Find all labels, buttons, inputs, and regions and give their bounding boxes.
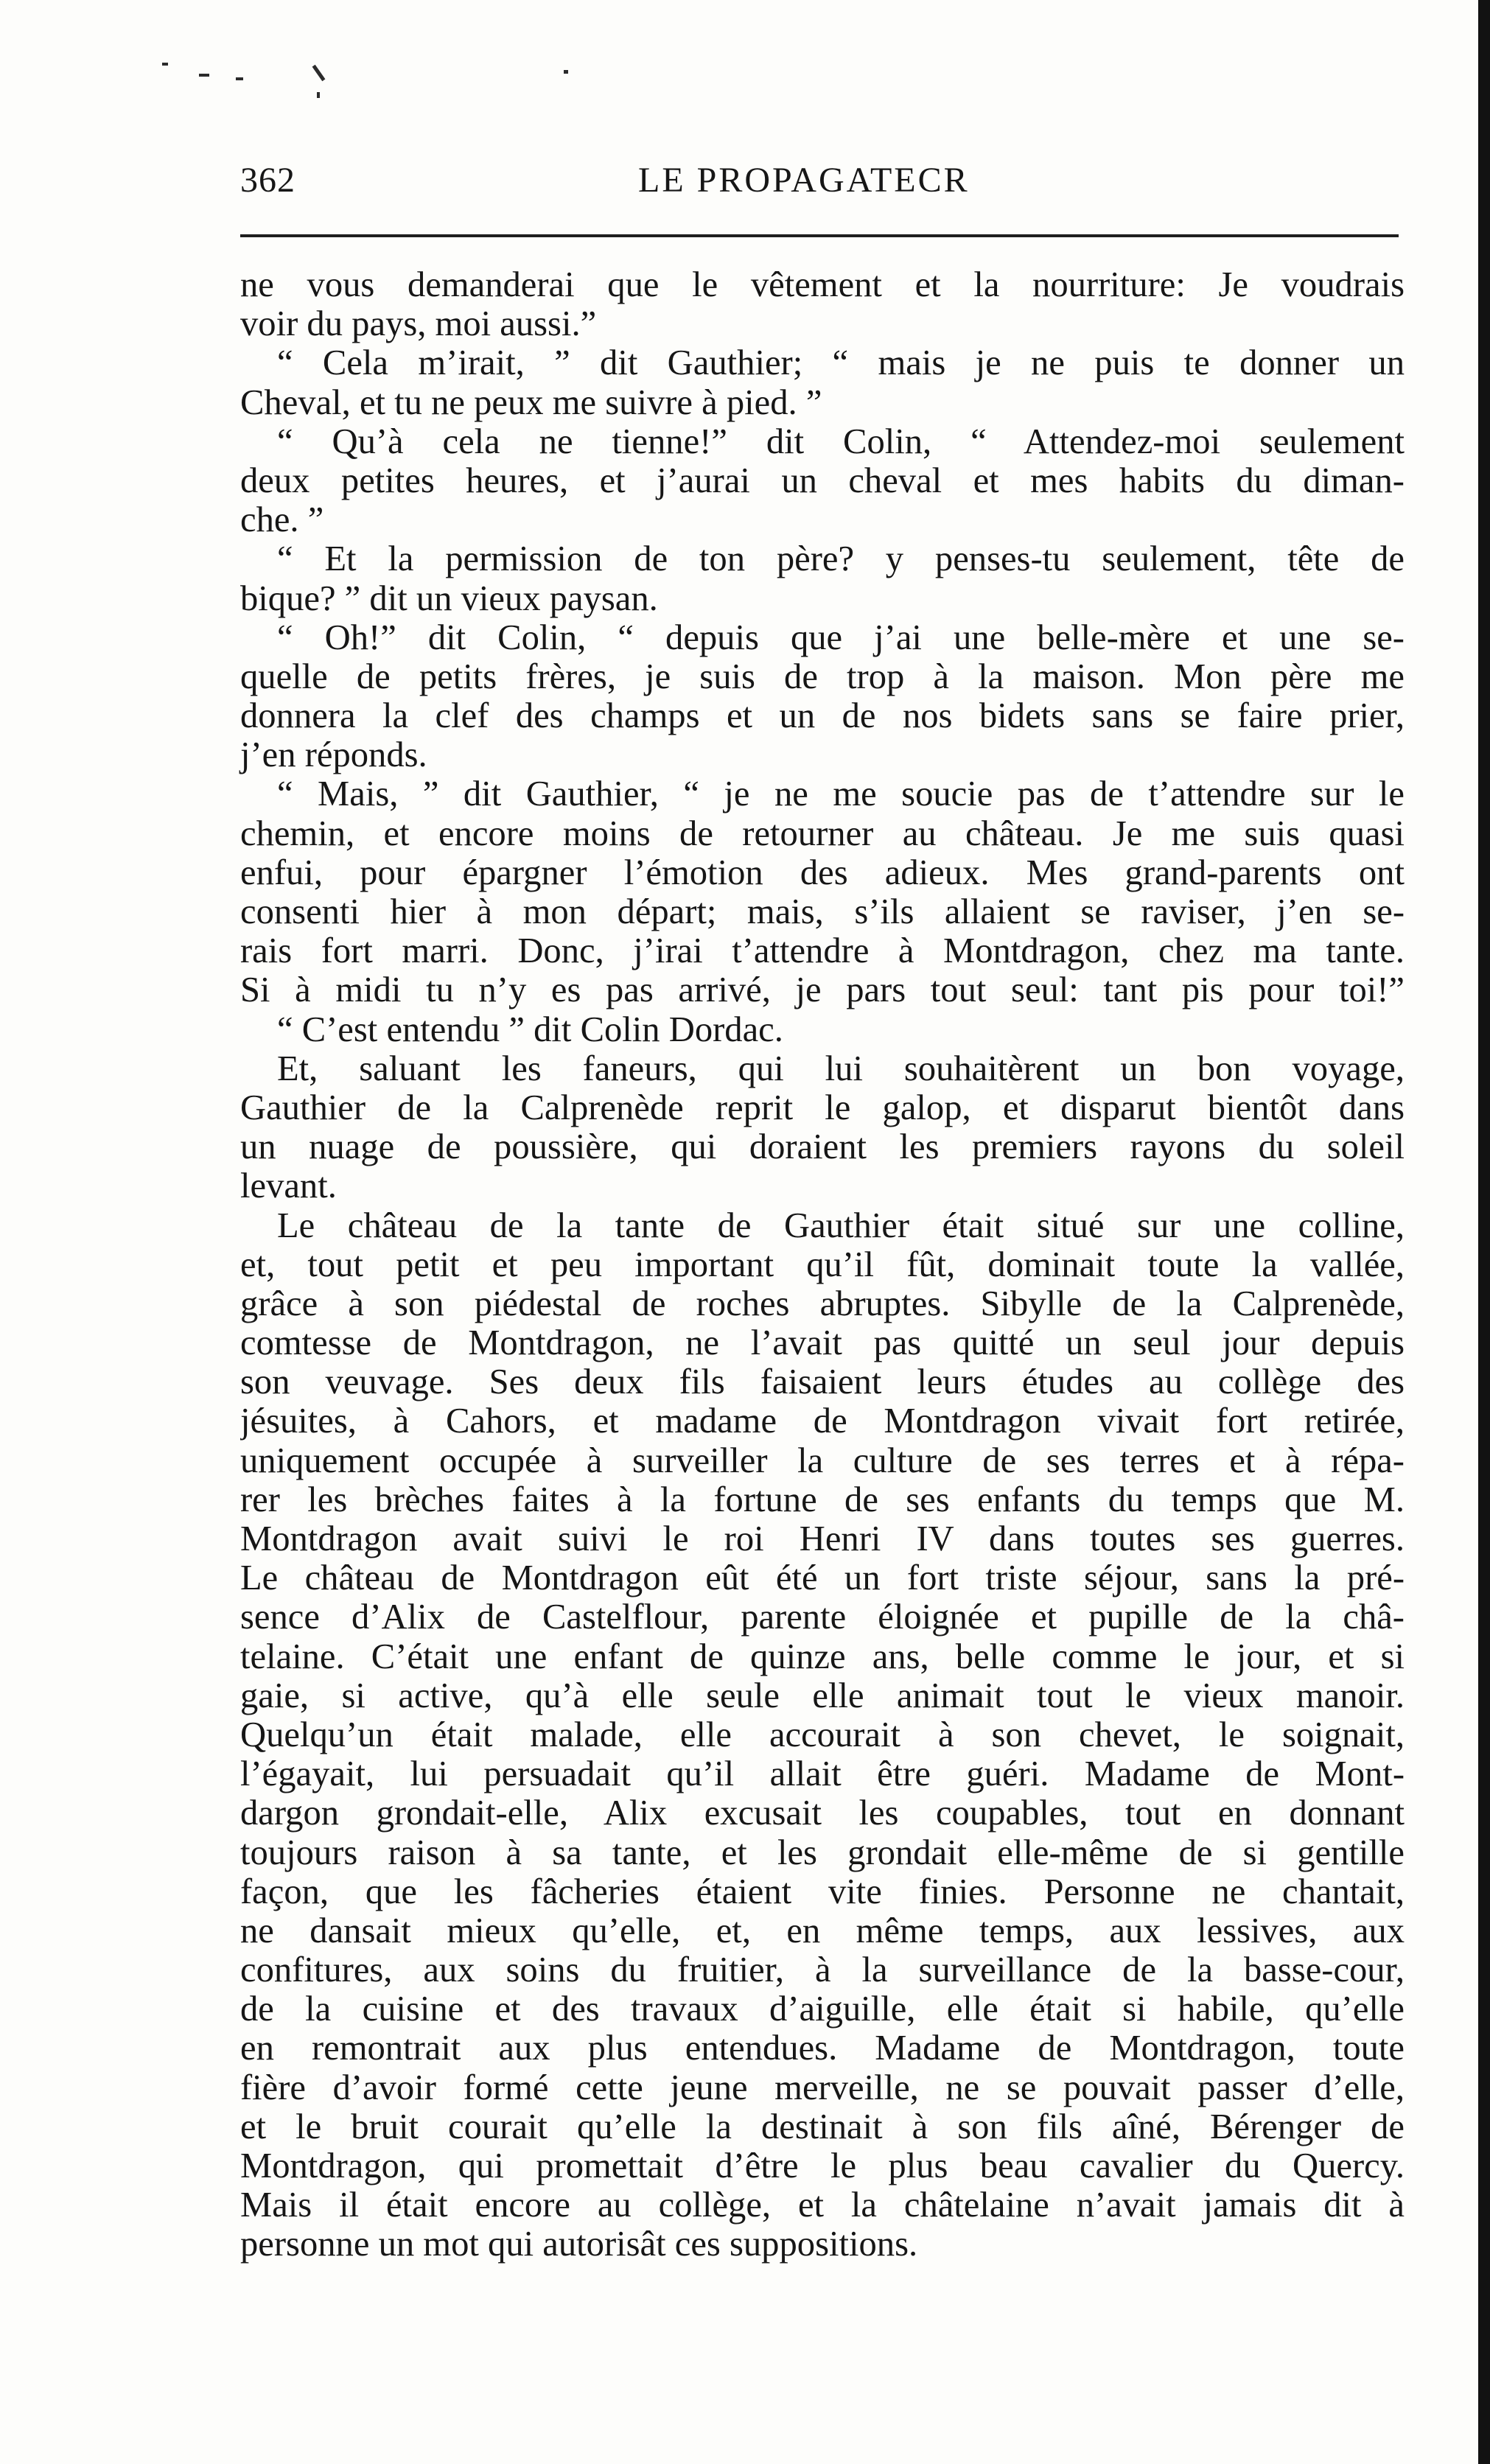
header-rule [240,234,1399,237]
text-line: Gauthier de la Calprenède reprit le galop, et disparut bientôt dans [240,1088,1405,1127]
text-line: confitures, aux soins du fruitier, à la surveillance de la basse-cour, [240,1950,1405,1990]
text-line: consenti hier à mon départ; mais, s’ils allaient se raviser, j’en se- [240,892,1405,931]
text-line: sence d’Alix de Castelflour, parente éloignée et pupille de la châ- [240,1597,1405,1637]
text-line: uniquement occupée à surveiller la culture de ses terres et à répa- [240,1441,1405,1480]
text-line: enfui, pour épargner l’émotion des adieux. Mes grand-parents ont [240,853,1405,892]
page-number: 362 [240,161,295,200]
text-line: et le bruit courait qu’elle la destinait à son fils aîné, Bérenger de [240,2107,1405,2146]
text-line: “ Qu’à cela ne tienne!” dit Colin, “ Attendez-moi seulement [277,421,1405,461]
text-line: voir du pays, moi aussi.” [240,304,597,344]
text-line: levant. [240,1166,337,1206]
running-title: LE PROPAGATECR [638,161,970,200]
text-line: ne vous demanderai que le vêtement et la nourriture: Je voudrais [240,265,1405,304]
text-line: dargon grondait-elle, Alix excusait les coupables, tout en donnant [240,1793,1405,1833]
text-line: rer les brèches faites à la fortune de ses enfants du temps que M. [240,1480,1405,1519]
text-line: Cheval, et tu ne peux me suivre à pied. ” [240,382,822,422]
text-line: Mais il était encore au collège, et la châtelaine n’avait jamais dit à [240,2185,1405,2225]
scan-speck [317,92,320,98]
text-line: deux petites heures, et j’aurai un cheval et mes habits du diman- [240,461,1405,500]
text-line: “ Mais, ” dit Gauthier, “ je ne me soucie pas de t’attendre sur le [277,774,1405,814]
text-line: che. ” [240,500,324,540]
text-line: Quelqu’un était malade, elle accourait à son chevet, le soignait, [240,1715,1405,1754]
text-line: personne un mot qui autorisât ces suppositions. [240,2224,918,2264]
binding-edge [1478,0,1490,2464]
text-line: de la cuisine et des travaux d’aiguille, elle était si habile, qu’elle [240,1989,1405,2029]
text-line: l’égayait, lui persuadait qu’il allait être guéri. Madame de Mont- [240,1754,1405,1794]
text-line: Le château de Montdragon eût été un fort triste séjour, sans la pré- [240,1558,1405,1598]
text-line: quelle de petits frères, je suis de trop à la maison. Mon père me [240,657,1405,696]
text-line: telaine. C’était une enfant de quinze ans, belle comme le jour, et si [240,1637,1405,1676]
text-line: Montdragon avait suivi le roi Henri IV dans toutes ses guerres. [240,1519,1405,1558]
text-line: Le château de la tante de Gauthier était situé sur une colline, [277,1205,1405,1245]
text-line: gaie, si active, qu’à elle seule elle animait tout le vieux manoir. [240,1676,1405,1715]
text-line: “ Cela m’irait, ” dit Gauthier; “ mais je ne puis te donner un [277,343,1405,383]
text-line: en remontrait aux plus entendues. Madame de Montdragon, toute [240,2029,1405,2068]
text-line: “ C’est entendu ” dit Colin Dordac. [277,1009,783,1049]
text-line: comtesse de Montdragon, ne l’avait pas quitté un seul jour depuis [240,1323,1405,1363]
text-line: “ Et la permission de ton père? y penses-tu seulement, tête de [277,539,1405,579]
text-line: et, tout petit et peu important qu’il fût, dominait toute la vallée, [240,1245,1405,1284]
text-line: façon, que les fâcheries étaient vite finies. Personne ne chantait, [240,1872,1405,1911]
body-text [240,265,1405,2264]
text-line: un nuage de poussière, qui doraient les premiers rayons du soleil [240,1127,1405,1167]
text-line: rais fort marri. Donc, j’irai t’attendre à Montdragon, chez ma tante. [240,931,1405,971]
scan-specks [162,41,604,107]
scan-speck [236,77,243,80]
scan-speck [312,65,326,82]
text-line: Si à midi tu n’y es pas arrivé, je pars tout seul: tant pis pour toi!” [240,970,1405,1010]
text-line: chemin, et encore moins de retourner au château. Je me suis quasi [240,813,1405,853]
text-line: “ Oh!” dit Colin, “ depuis que j’ai une belle-mère et une se- [277,617,1405,657]
text-line: j’en réponds. [240,735,427,775]
text-line: jésuites, à Cahors, et madame de Montdragon vivait fort retirée, [240,1401,1405,1441]
scan-speck [162,63,168,66]
text-line: donnera la clef des champs et un de nos bidets sans se faire prier, [240,696,1405,736]
text-line: Montdragon, qui promettait d’être le plus beau cavalier du Quercy. [240,2146,1405,2185]
text-line: Et, saluant les faneurs, qui lui souhaitèrent un bon voyage, [277,1049,1405,1088]
scan-speck [564,70,568,74]
text-line: toujours raison à sa tante, et les grondait elle-même de si gentille [240,1833,1405,1872]
text-line: son veuvage. Ses deux fils faisaient leurs études au collège des [240,1362,1405,1402]
scan-speck [199,74,209,77]
page-header [240,155,1390,206]
text-line: ne dansait mieux qu’elle, et, en même temps, aux lessives, aux [240,1911,1405,1950]
text-line: bique? ” dit un vieux paysan. [240,578,658,618]
text-line: grâce à son piédestal de roches abruptes. Sibylle de la Calprenède, [240,1284,1405,1323]
text-line: fière d’avoir formé cette jeune merveille, ne se pouvait passer d’elle, [240,2068,1405,2107]
